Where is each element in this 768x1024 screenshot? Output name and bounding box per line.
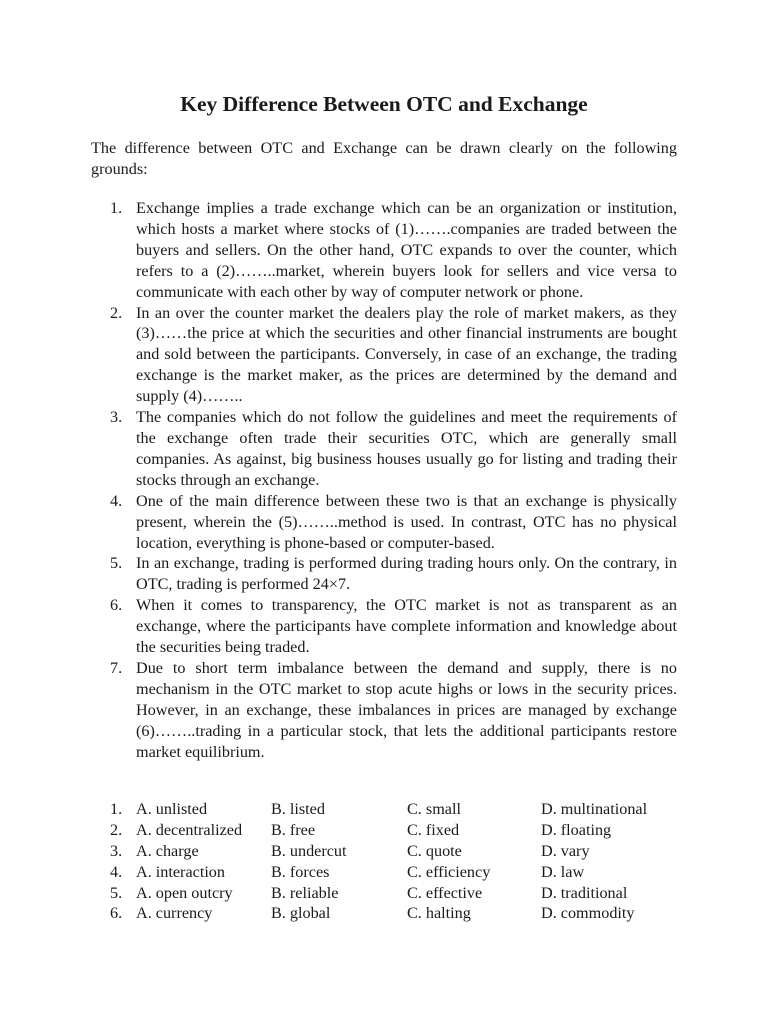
option-b: B. forces — [271, 862, 330, 881]
option-a: A. currency — [136, 904, 213, 923]
item-text: Exchange implies a trade exchange which can be an organization or institution, which hosts a market where stocks of (1)…….companies are traded between the buyers and sellers. On the other hand, OTC expands to over the counter, which refers to a (2)……..market, wherein buyers look for sellers and vice versa to communicate with each other by way of computer network or phone. — [136, 199, 677, 301]
item-text: One of the main difference between these two is that an exchange is physically present, wherein the (5)……..method is used. In contrast, OTC has no physical location, everything is phone-based or computer-based. — [136, 491, 677, 552]
option-number: 1. — [110, 800, 123, 818]
option-row — [91, 883, 691, 904]
option-b: B. reliable — [271, 883, 339, 902]
option-a: A. decentralized — [136, 820, 243, 839]
list-item — [91, 491, 677, 554]
option-a: A. open outcry — [136, 883, 233, 902]
item-text: Due to short term imbalance between the demand and supply, there is no mechanism in the OTC market to stop acute highs or lows in the security prices. However, in an exchange, these imbalances in prices are managed by exchange (6)……..trading in a particular stock, that lets the additional participants restore market equilibrium. — [136, 658, 677, 761]
option-row — [91, 841, 691, 862]
item-number: 5. — [110, 554, 123, 573]
option-b: B. listed — [271, 800, 325, 818]
item-text: In an over the counter market the dealers play the role of market makers, as they (3)……the price at which the securities and other financial instruments are bought and sold between the participants. Conversely, in case of an exchange, the trading exchange is the market maker, as the prices are determined by the demand and supply (4)…….. — [136, 303, 677, 406]
intro-paragraph: The difference between OTC and Exchange can be drawn clearly on the following grounds: — [91, 139, 677, 178]
list-item — [91, 303, 677, 408]
option-b: B. free — [271, 820, 316, 839]
option-number: 2. — [110, 820, 123, 839]
option-row — [91, 862, 691, 883]
option-c: C. small — [407, 800, 461, 818]
option-d: D. law — [541, 862, 585, 881]
list-item — [91, 407, 677, 491]
option-a: A. interaction — [136, 862, 225, 881]
list-item — [91, 198, 677, 303]
item-text: The companies which do not follow the guidelines and meet the requirements of the exchange often trade their securities OTC, which are generally small companies. As against, big business houses usually go for listing and trading their stocks through an exchange. — [136, 408, 677, 489]
option-d: D. multinational — [541, 800, 648, 818]
option-row — [91, 903, 691, 924]
item-number: 4. — [110, 491, 123, 510]
option-c: C. fixed — [407, 820, 460, 839]
item-text: When it comes to transparency, the OTC market is not as transparent as an exchange, where the participants have complete information and knowledge about the securities being traded. — [136, 596, 677, 657]
list-item — [91, 658, 677, 763]
item-number: 3. — [110, 408, 123, 427]
item-number: 1. — [110, 199, 123, 217]
option-d: D. commodity — [541, 904, 635, 923]
option-a: A. charge — [136, 841, 199, 860]
option-c: C. halting — [407, 904, 471, 923]
option-a: A. unlisted — [136, 800, 208, 818]
list-item — [91, 553, 677, 595]
option-d: D. vary — [541, 841, 590, 860]
option-b: B. undercut — [271, 841, 347, 860]
item-text: In an exchange, trading is performed during trading hours only. On the contrary, in OTC, trading is performed 24×7. — [136, 554, 677, 594]
item-number: 2. — [110, 303, 123, 322]
option-c: C. effective — [407, 883, 483, 902]
option-d: D. floating — [541, 820, 612, 839]
option-c: C. efficiency — [407, 862, 491, 881]
list-item — [91, 595, 677, 658]
item-number: 6. — [110, 596, 123, 615]
option-number: 4. — [110, 862, 123, 881]
option-row — [91, 799, 691, 820]
difference-list — [91, 198, 677, 762]
option-number: 6. — [110, 904, 123, 923]
option-number: 3. — [110, 841, 123, 860]
option-row — [91, 820, 691, 841]
page-title: Key Difference Between OTC and Exchange — [180, 92, 588, 116]
option-d: D. traditional — [541, 883, 628, 902]
option-b: B. global — [271, 904, 331, 923]
option-number: 5. — [110, 883, 123, 902]
option-c: C. quote — [407, 841, 462, 860]
answer-options — [91, 799, 691, 924]
item-number: 7. — [110, 658, 123, 677]
